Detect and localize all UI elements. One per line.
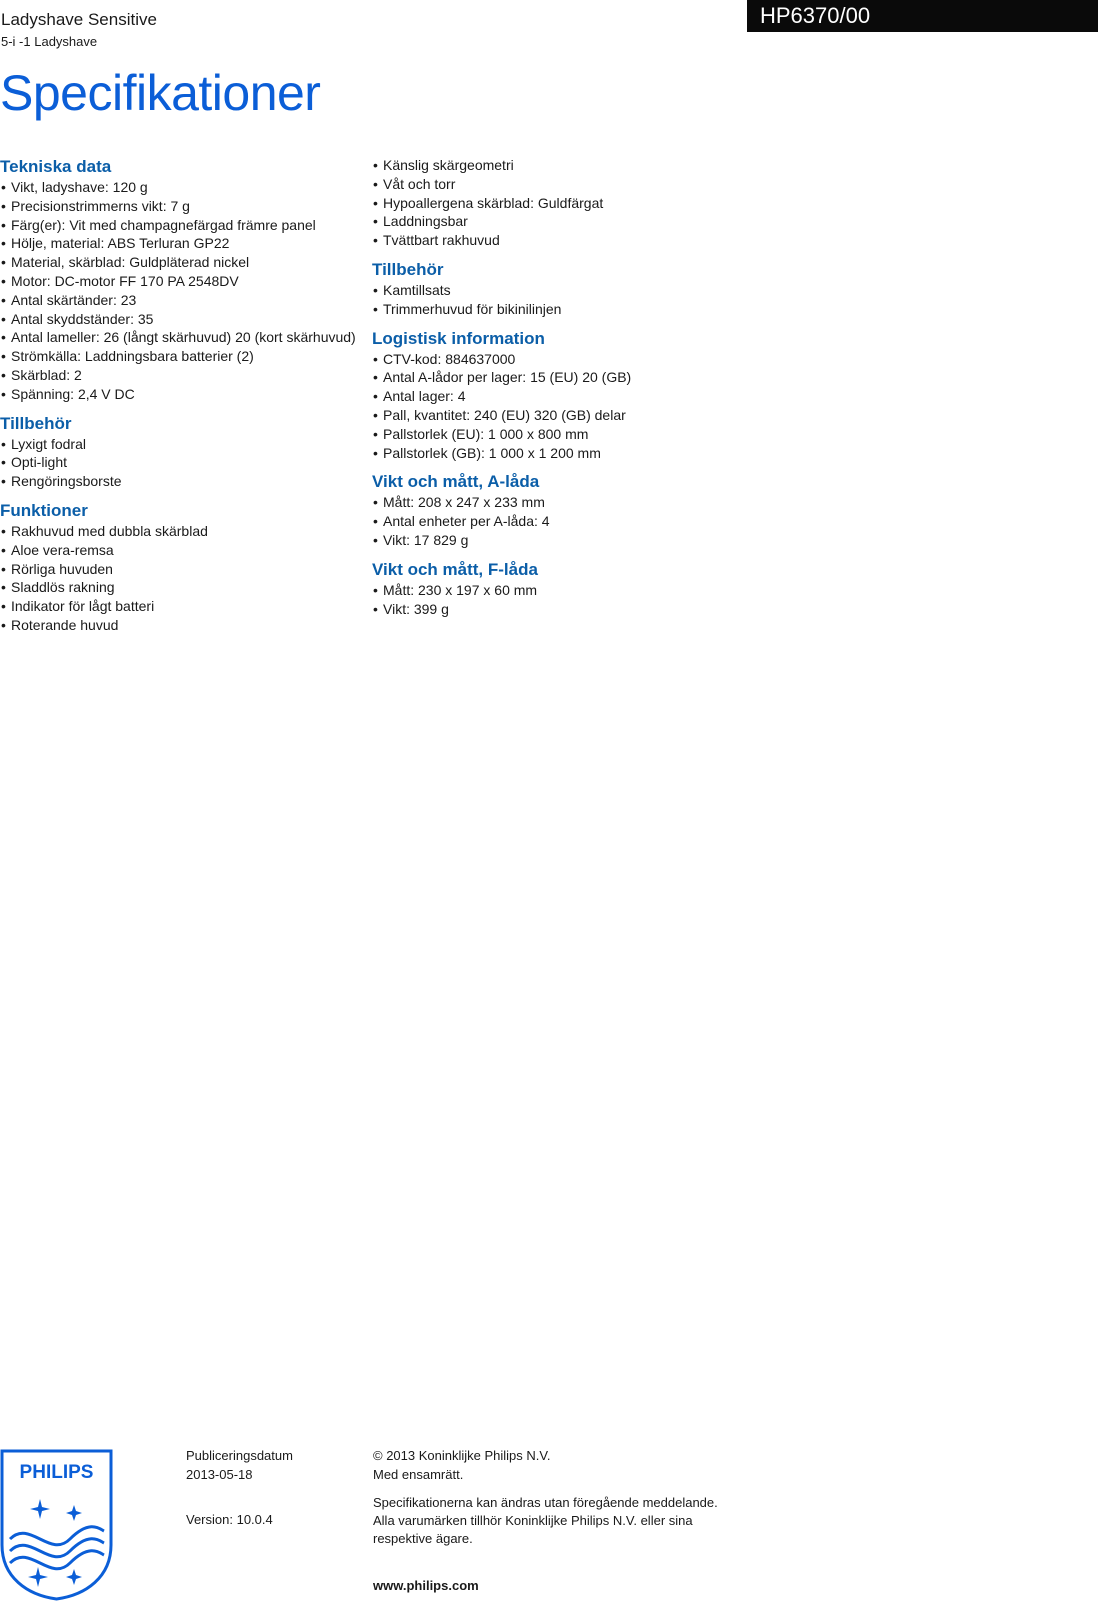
spec-item: • Trimmerhuvud för bikinilinjen: [372, 300, 737, 319]
version-text: Version: 10.0.4: [186, 1512, 273, 1527]
spec-item: • Strömkälla: Laddningsbara batterier (2): [0, 347, 365, 366]
website-link[interactable]: www.philips.com: [373, 1578, 479, 1593]
spec-item: • Vikt: 17 829 g: [372, 531, 737, 550]
spec-item: • Mått: 208 x 247 x 233 mm: [372, 493, 737, 512]
spec-list: [372, 350, 737, 463]
spec-item: • Roterande huvud: [0, 616, 365, 635]
spec-item: • Färg(er): Vit med champagnefärgad främre panel: [0, 216, 365, 235]
model-number-badge: HP6370/00: [747, 0, 1098, 32]
product-subtitle: 5-i -1 Ladyshave: [1, 34, 98, 49]
spec-item: • Antal lager: 4: [372, 387, 737, 406]
spec-item: • Material, skärblad: Guldpläterad nickel: [0, 253, 365, 272]
spec-item: • Rakhuvud med dubbla skärblad: [0, 522, 365, 541]
spec-item: • Laddningsbar: [372, 212, 737, 231]
spec-section: [372, 471, 737, 549]
spec-item: • Antal skärtänder: 23: [0, 291, 365, 310]
spec-section: [372, 328, 737, 463]
spec-section-continued: [372, 156, 737, 250]
spec-item: • Hölje, material: ABS Terluran GP22: [0, 234, 365, 253]
spec-list: [372, 581, 737, 619]
spec-item: • Motor: DC-motor FF 170 PA 2548DV: [0, 272, 365, 291]
spec-section: [0, 156, 365, 404]
spec-item: • Opti-light: [0, 453, 365, 472]
spec-item: • Hypoallergena skärblad: Guldfärgat: [372, 194, 737, 213]
section-heading: Funktioner: [0, 500, 88, 520]
spec-item: • Våt och torr: [372, 175, 737, 194]
disclaimer-text: Specifikationerna kan ändras utan föregående meddelande. Alla varumärken tillhör Koninklijke Philips N.V. eller sina respektive ägare.: [373, 1495, 718, 1546]
spec-item: • Precisionstrimmerns vikt: 7 g: [0, 197, 365, 216]
spec-item: • CTV-kod: 884637000: [372, 350, 737, 369]
publication-date-label: Publiceringsdatum: [186, 1448, 293, 1463]
spec-item: • Indikator för lågt batteri: [0, 597, 365, 616]
spec-item: • Spänning: 2,4 V DC: [0, 385, 365, 404]
spec-section: [372, 559, 737, 619]
spec-item: • Känslig skärgeometri: [372, 156, 737, 175]
spec-item: • Mått: 230 x 197 x 60 mm: [372, 581, 737, 600]
spec-item: • Sladdlös rakning: [0, 578, 365, 597]
section-heading: Vikt och mått, A-låda: [372, 472, 540, 492]
publication-date: 2013-05-18: [186, 1467, 253, 1482]
spec-item: • Antal enheter per A-låda: 4: [372, 512, 737, 531]
spec-item: • Vikt: 399 g: [372, 600, 737, 619]
spec-item: • Pallstorlek (GB): 1 000 x 1 200 mm: [372, 444, 737, 463]
spec-item: • Aloe vera-remsa: [0, 541, 365, 560]
rights-text: Med ensamrätt.: [373, 1467, 464, 1482]
spec-item: • Rengöringsborste: [0, 472, 365, 491]
spec-list: [0, 435, 365, 491]
right-column: [372, 156, 737, 627]
section-heading: Tekniska data: [0, 157, 112, 176]
section-heading: Logistisk information: [372, 328, 545, 348]
spec-list: [372, 156, 737, 250]
spec-item: • Antal A-lådor per lager: 15 (EU) 20 (GB): [372, 368, 737, 387]
spec-item: • Skärblad: 2: [0, 366, 365, 385]
section-heading: Tillbehör: [372, 259, 444, 279]
spec-item: • Antal lameller: 26 (långt skärhuvud) 20 (kort skärhuvud): [0, 328, 365, 347]
spec-item: • Vikt, ladyshave: 120 g: [0, 178, 365, 197]
left-column: [0, 156, 365, 644]
spec-item: • Lyxigt fodral: [0, 435, 365, 454]
spec-section: [0, 500, 365, 635]
section-heading: Vikt och mått, F-låda: [372, 559, 538, 579]
spec-item: • Pall, kvantitet: 240 (EU) 320 (GB) delar: [372, 406, 737, 425]
spec-section: [372, 259, 737, 319]
spec-list: [0, 178, 365, 404]
spec-item: • Pallstorlek (EU): 1 000 x 800 mm: [372, 425, 737, 444]
copyright-text: © 2013 Koninklijke Philips N.V.: [373, 1448, 551, 1463]
spec-section: [0, 413, 365, 491]
spec-item: • Kamtillsats: [372, 281, 737, 300]
spec-list: [372, 493, 737, 549]
philips-shield-logo: [0, 1449, 113, 1601]
spec-item: • Tvättbart rakhuvud: [372, 231, 737, 250]
spec-list: [0, 522, 365, 635]
spec-item: • Antal skyddständer: 35: [0, 310, 365, 329]
philips-wordmark: PHILIPS: [19, 1462, 94, 1483]
spec-item: • Rörliga huvuden: [0, 560, 365, 579]
spec-list: [372, 281, 737, 319]
section-heading: Tillbehör: [0, 413, 72, 433]
page-title: Specifikationer: [0, 65, 321, 121]
product-name: Ladyshave Sensitive: [1, 10, 157, 29]
